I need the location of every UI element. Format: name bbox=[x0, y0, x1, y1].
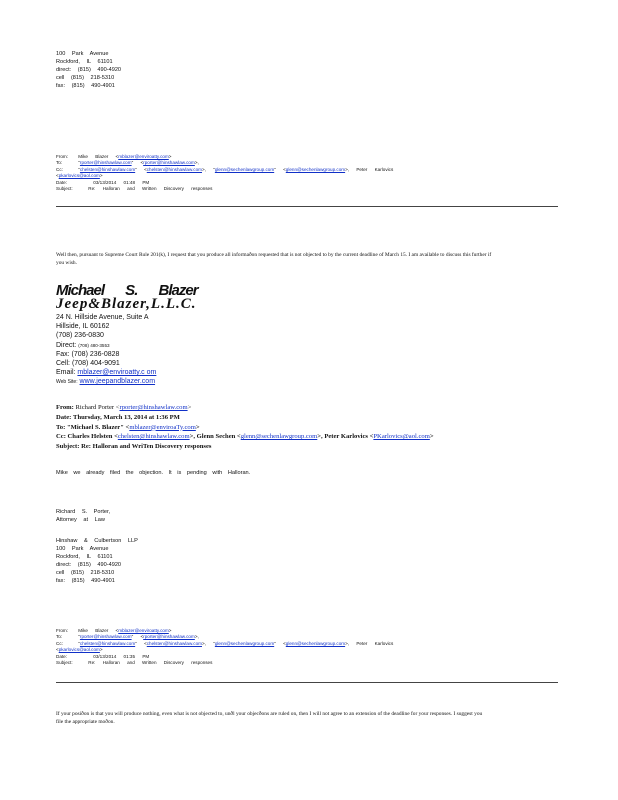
from-name: Mike Blazer < bbox=[78, 154, 119, 159]
web-label: Web Site: bbox=[56, 379, 78, 386]
direct-line bbox=[56, 341, 198, 350]
porter-signature bbox=[56, 508, 138, 585]
cc-text: " bbox=[78, 166, 80, 172]
cc-email-link[interactable]: pkarlovics@aol.com bbox=[58, 647, 100, 653]
to-email-link[interactable]: mblazer@enviroaTy.com bbox=[129, 423, 196, 431]
email-header-1 bbox=[56, 154, 393, 192]
signature-line: (708) 236-0830 bbox=[56, 332, 104, 340]
to-email-link[interactable]: rporter@hinshawlaw.com bbox=[79, 160, 132, 166]
to-mid: " < bbox=[131, 634, 144, 640]
top-address-block bbox=[56, 50, 121, 90]
cc-text: >, " bbox=[201, 166, 215, 172]
date-line bbox=[56, 413, 434, 423]
cc-text: " < bbox=[135, 166, 147, 172]
address-line: cell (815) 218-5310 bbox=[56, 75, 115, 81]
cc-email-link[interactable]: glenn@sechenlawgroup.com bbox=[240, 433, 318, 441]
cc-email-link[interactable]: glenn@sechenlawgroup.com bbox=[214, 640, 275, 646]
address-line: direct: (815) 490-4920 bbox=[56, 67, 122, 73]
from-name: Richard Porter < bbox=[75, 404, 120, 411]
web-line bbox=[56, 377, 198, 387]
to-quote: " bbox=[78, 160, 80, 166]
signature-firm: Jeep&Blazer,L.L.C. bbox=[56, 296, 197, 312]
message-body-1: Well then, pursuant to Supreme Court Rule 201(k), I request that you produce all informaðon requested that is not objected to by the current deadline of March 15. I am available to discuss this further if you wish. bbox=[56, 252, 492, 266]
cc-label: Cc: bbox=[56, 640, 63, 646]
website-link[interactable]: www.jeepandblazer.com bbox=[79, 378, 156, 386]
email-header-2 bbox=[56, 403, 434, 452]
to-end: >, bbox=[194, 160, 199, 166]
from-label: From: bbox=[56, 154, 68, 159]
address-line: direct: (815) 490-4920 bbox=[56, 562, 122, 568]
signature-name: Michael S. Blazer bbox=[56, 282, 198, 299]
subject-line bbox=[56, 186, 393, 192]
signature-line: 24 N. Hillside Avenue, Suite A bbox=[56, 314, 149, 321]
email-line bbox=[56, 368, 198, 377]
cc-label: Cc: bbox=[56, 166, 63, 172]
date-value: 03/13/2014 01:35 PM bbox=[93, 653, 150, 659]
address-line: Rockford, IL 61101 bbox=[56, 554, 113, 560]
cc-email-link[interactable]: chelsten@hinshawlaw.com bbox=[146, 640, 202, 646]
cc-text: > bbox=[99, 173, 103, 179]
from-email-link[interactable]: mblazer@enviroatty.com bbox=[118, 628, 169, 633]
cc-text: " bbox=[78, 640, 80, 646]
cc-email-link[interactable]: chelsten@hinshawlaw.com bbox=[79, 640, 136, 646]
divider bbox=[56, 682, 558, 683]
from-end: > bbox=[168, 628, 172, 633]
cc-email-link[interactable]: PKarlovics@aol.com bbox=[373, 433, 430, 441]
from-line bbox=[56, 403, 434, 413]
to-email-link-2[interactable]: rporter@hinshawlaw.com bbox=[143, 160, 195, 166]
subject-value: Re: Halloran and Written Discovery responses bbox=[88, 186, 213, 192]
cc-text: >, " bbox=[201, 640, 215, 646]
date-value: 03/13/2014 01:48 PM bbox=[93, 179, 150, 185]
to-label: To: bbox=[56, 634, 63, 640]
date-label: Date: bbox=[56, 413, 72, 421]
to-end: > bbox=[195, 423, 200, 431]
date-label: Date: bbox=[56, 179, 67, 185]
email-header-3 bbox=[56, 628, 393, 666]
cc-text: > bbox=[429, 433, 434, 441]
subject-line bbox=[56, 442, 434, 452]
direct-value: (708) 480-3553 bbox=[78, 342, 110, 348]
cc-line bbox=[56, 432, 434, 442]
address-line: 100 Park Avenue bbox=[56, 546, 109, 552]
to-email-link[interactable]: rporter@hinshawlaw.com bbox=[79, 634, 132, 640]
spacer bbox=[56, 524, 138, 537]
message-body-2: Mike we already filed the objection. It is pending with Halloran. bbox=[56, 470, 251, 476]
cc-line bbox=[56, 167, 393, 173]
porter-name: Richard S. Porter, bbox=[56, 509, 111, 515]
cc-text: < bbox=[56, 173, 59, 179]
cc-text: >, Glenn Sechen < bbox=[189, 433, 241, 441]
cc-email-link[interactable]: chelsten@hinshawlaw.com bbox=[117, 433, 190, 441]
porter-firm: Hinshaw & Culbertson LLP bbox=[56, 538, 138, 544]
to-label: To: bbox=[56, 160, 63, 166]
email-label: Email: bbox=[56, 369, 76, 377]
subject-label: Subject: bbox=[56, 660, 73, 666]
cc-text: " < bbox=[274, 166, 286, 172]
from-label: From: bbox=[56, 404, 74, 411]
to-end: >, bbox=[194, 634, 199, 640]
subject-label: Subject: bbox=[56, 443, 80, 451]
cc-email-link[interactable]: glenn@sechenlawgroup.com bbox=[214, 166, 275, 172]
cc-text: > bbox=[99, 647, 103, 653]
cc-email-link[interactable]: glenn@sechenlawgroup.com bbox=[285, 166, 346, 172]
address-line: 100 Park Avenue bbox=[56, 51, 109, 57]
date-label: Date: bbox=[56, 653, 67, 659]
address-line: cell (815) 218-5310 bbox=[56, 570, 115, 576]
subject-label: Subject: bbox=[56, 186, 73, 192]
cc-text: Charles Helsten < bbox=[67, 433, 118, 441]
email-link[interactable]: mblazer@enviroatty.c om bbox=[77, 369, 157, 377]
to-line bbox=[56, 423, 434, 433]
cc-text: " < bbox=[274, 640, 286, 646]
cc-text: " < bbox=[135, 640, 147, 646]
to-label: To: bbox=[56, 423, 66, 431]
cc-text: >, Peter Karlovics bbox=[345, 640, 394, 646]
subject-line bbox=[56, 660, 393, 666]
cell-line: Cell: (708) 404-9091 bbox=[56, 360, 120, 368]
from-email-link[interactable]: rporter@hinshawlaw.com bbox=[119, 404, 188, 411]
from-end: > bbox=[187, 404, 192, 411]
divider bbox=[56, 206, 558, 207]
cc-email-link[interactable]: glenn@sechenlawgroup.com bbox=[285, 640, 346, 646]
subject-value: Re: Halloran and Written Discovery responses bbox=[88, 660, 213, 666]
message-body-3: If your posiðon is that you will produce nothing, even what is not objected to, unðl your objecðons are ruled on, then I will not agree to an extension of the deadline for your responses. I suggest you file the appropriate moðon. bbox=[56, 711, 483, 725]
cc-text: >, Peter Karlovics bbox=[345, 166, 394, 172]
to-email-link-2[interactable]: rporter@hinshawlaw.com bbox=[143, 634, 195, 640]
from-end: > bbox=[168, 154, 172, 159]
address-line: fax: (815) 490-4901 bbox=[56, 578, 115, 584]
to-name: "Michael S. Blazer" < bbox=[66, 423, 130, 431]
from-label: From: bbox=[56, 628, 68, 633]
from-email-link[interactable]: mblazer@enviroatty.com bbox=[118, 154, 169, 159]
cc-text: >, Peter Karlovics < bbox=[317, 433, 374, 441]
cc-label: Cc: bbox=[56, 433, 66, 441]
cc-line bbox=[56, 641, 393, 647]
blazer-signature bbox=[56, 282, 198, 388]
subject-value: Re: Halloran and WriTen Discovery responses bbox=[81, 443, 212, 451]
fax-line: Fax: (708) 236-0828 bbox=[56, 350, 120, 358]
cc-email-link[interactable]: pkarlovics@aol.com bbox=[58, 173, 100, 179]
date-value: Thursday, March 13, 2014 at 1:36 PM bbox=[73, 413, 180, 421]
direct-label: Direct: bbox=[56, 341, 77, 349]
cc-text: < bbox=[56, 647, 59, 653]
signature-line: Hillside, IL 60162 bbox=[56, 323, 110, 331]
address-line: Rockford, IL 61101 bbox=[56, 59, 113, 65]
to-mid: " < bbox=[131, 160, 144, 166]
from-name: Mike Blazer < bbox=[78, 628, 119, 633]
porter-title: Attorney at Law bbox=[56, 517, 105, 523]
address-line: fax: (815) 490-4901 bbox=[56, 83, 115, 89]
to-quote: " bbox=[78, 634, 80, 640]
cc-email-link[interactable]: chelsten@hinshawlaw.com bbox=[146, 166, 202, 172]
cc-email-link[interactable]: chelsten@hinshawlaw.com bbox=[79, 166, 136, 172]
